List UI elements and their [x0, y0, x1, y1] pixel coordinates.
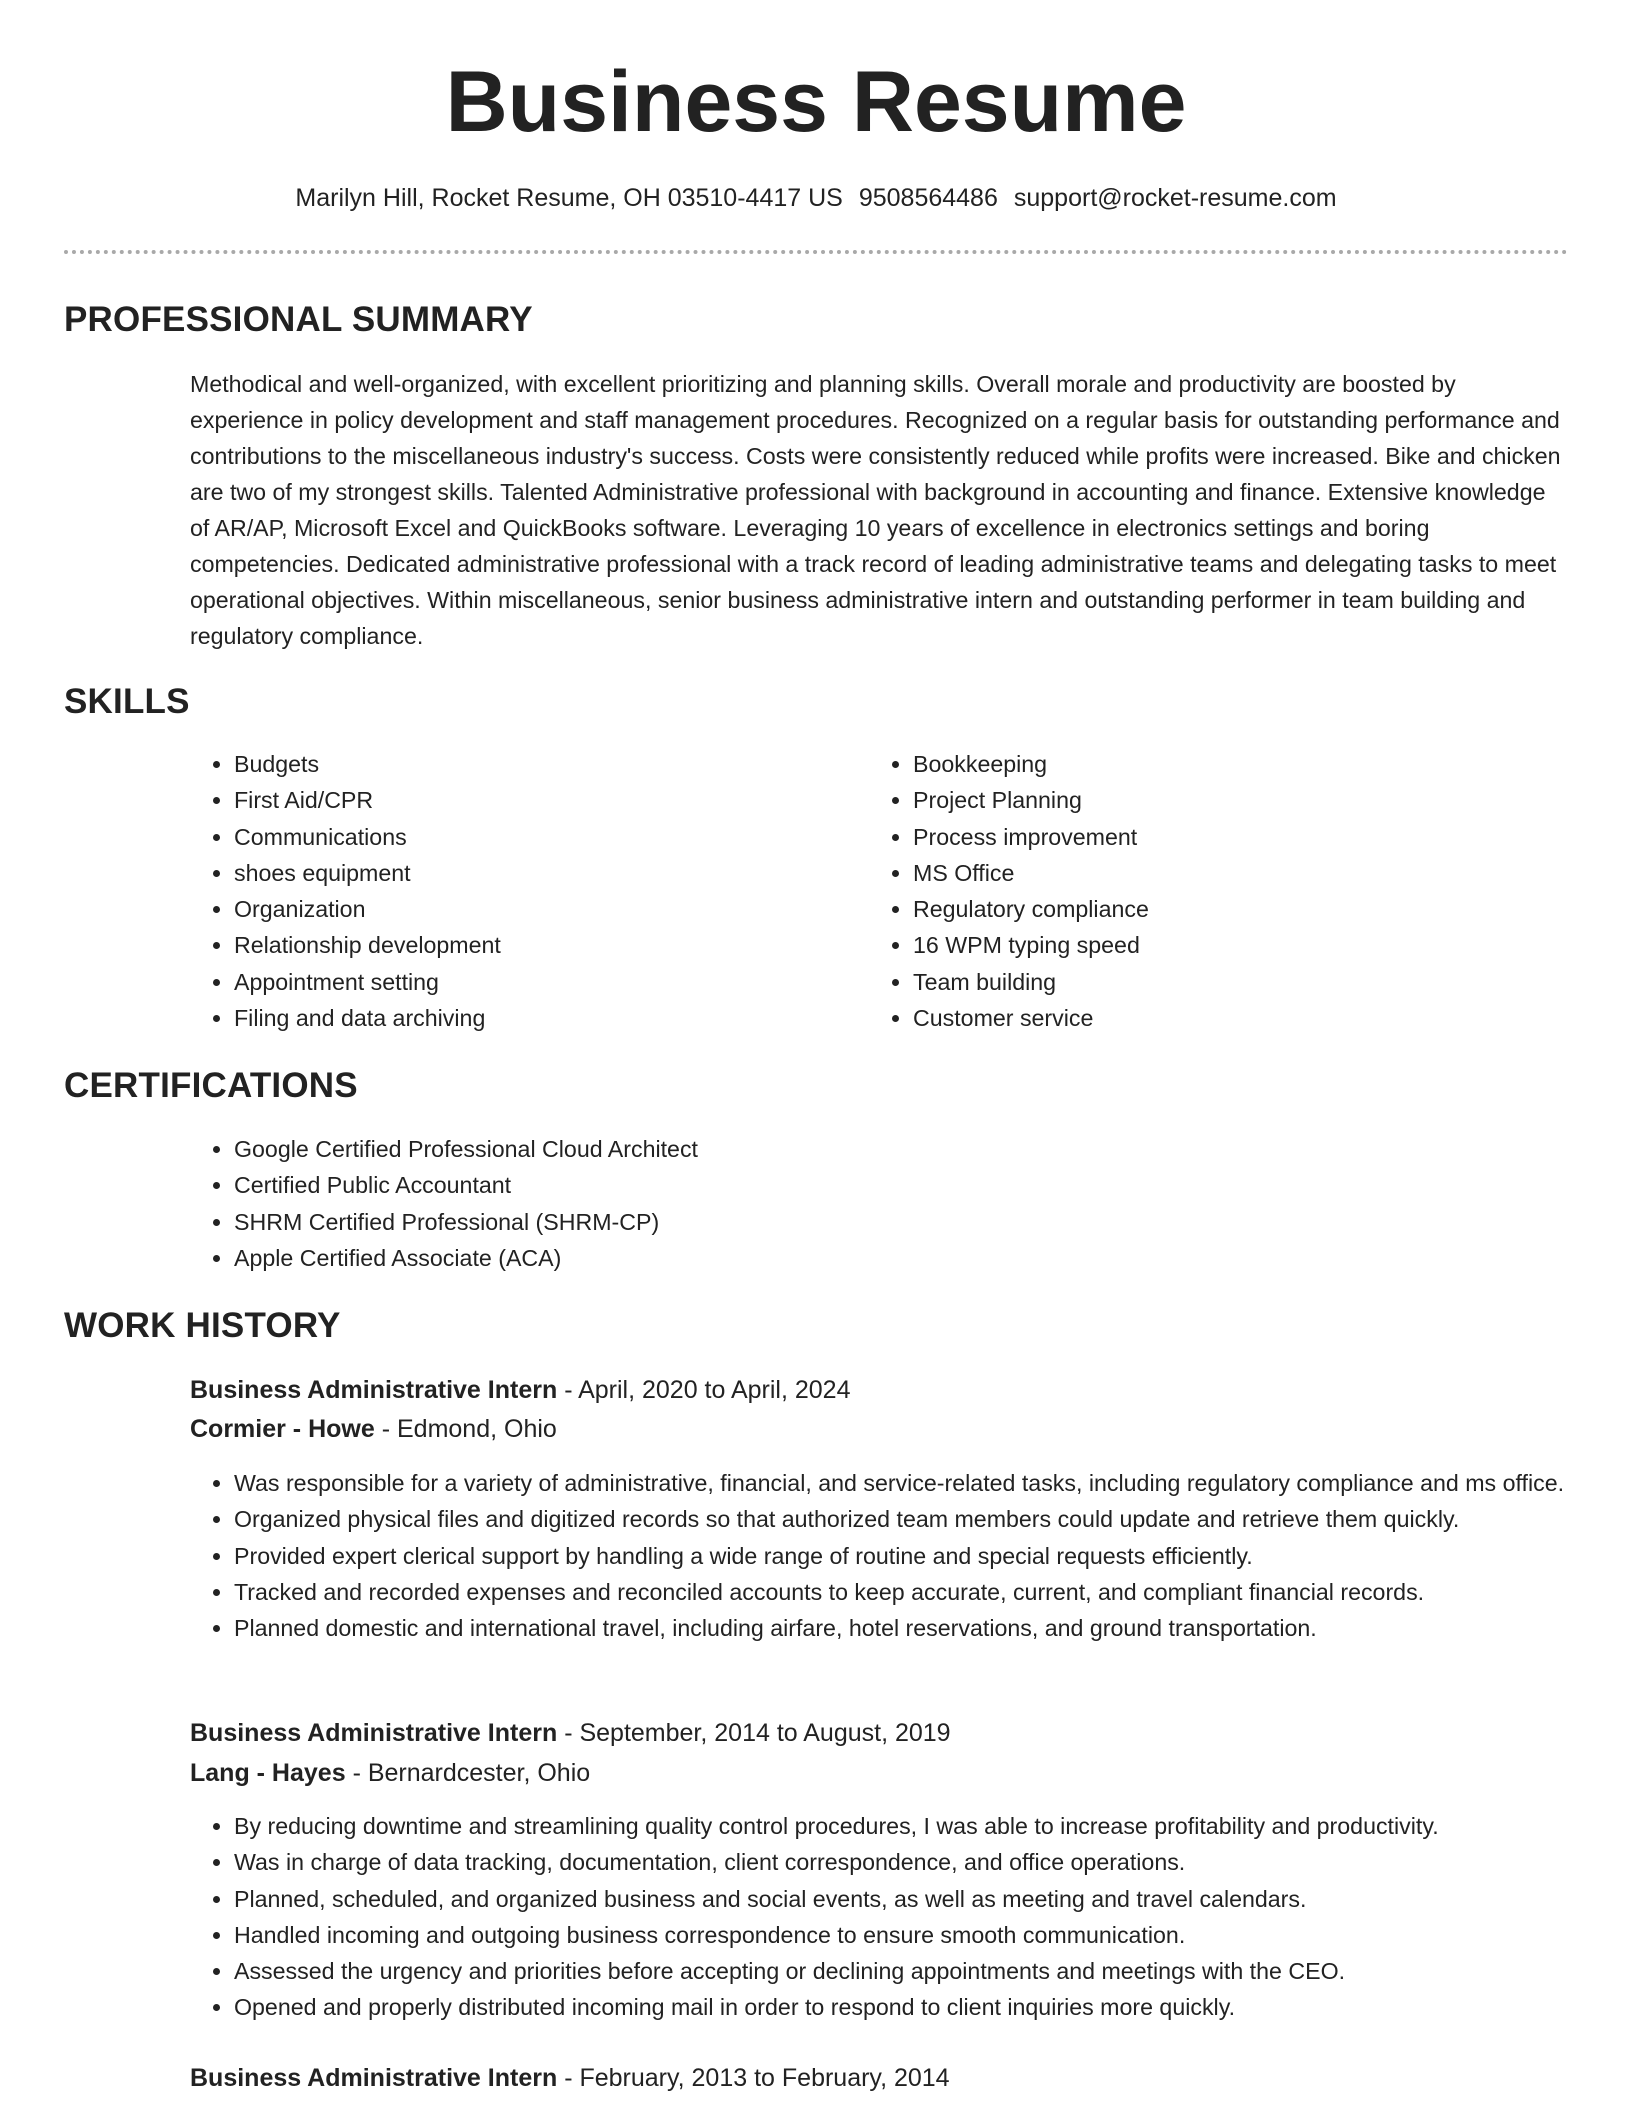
job-duty-item: • Assessed the urgency and priorities before accepting or declining appointments and meetings with the CEO.: [234, 1953, 1580, 1989]
skill-item: • Customer service: [913, 1000, 1149, 1036]
job-duty-item: • Was responsible for a variety of administrative, financial, and service-related tasks, including regulatory compliance and ms office.: [234, 1465, 1580, 1501]
summary-heading: PROFESSIONAL SUMMARY: [64, 300, 533, 339]
skills-right-list: [869, 746, 1149, 1036]
skills-heading: SKILLS: [64, 682, 190, 721]
job-company: Lang - Hayes: [190, 1759, 346, 1787]
certification-item: • Apple Certified Associate (ACA): [234, 1240, 698, 1276]
job-duty-item: • By reducing downtime and streamlining quality control procedures, I was able to increase profitability and productivity.: [234, 1808, 1580, 1844]
certification-item: • Certified Public Accountant: [234, 1167, 698, 1203]
certifications-list: [190, 1131, 698, 1276]
skill-item: • Process improvement: [913, 819, 1149, 855]
certifications-block: [190, 1131, 698, 1276]
skill-item: • Organization: [234, 891, 501, 927]
skill-item: • 16 WPM typing speed: [913, 927, 1149, 963]
skill-item: • MS Office: [913, 855, 1149, 891]
work-history-heading: WORK HISTORY: [64, 1306, 341, 1345]
skill-item: • Bookkeeping: [913, 746, 1149, 782]
job-company-line: [190, 1754, 590, 1792]
job-company-line: [190, 1410, 557, 1448]
contact-line: [0, 180, 1632, 216]
job-duties-list: [190, 1808, 1580, 2026]
header-divider: [64, 250, 1568, 254]
contact-phone: 9508564486: [858, 184, 998, 212]
job-title: Business Administrative Intern: [190, 1719, 558, 1747]
job-duties: [190, 1465, 1580, 1646]
skill-item: • Budgets: [234, 746, 501, 782]
job-title-line: [190, 1371, 850, 1409]
skill-item: • shoes equipment: [234, 855, 501, 891]
certifications-heading: CERTIFICATIONS: [64, 1066, 358, 1105]
job-title-line: [190, 2059, 950, 2097]
skills-left-list: [190, 746, 501, 1036]
skill-item: • Regulatory compliance: [913, 891, 1149, 927]
job-duties: [190, 1808, 1580, 2026]
skill-item: • Filing and data archiving: [234, 1000, 501, 1036]
skill-item: • First Aid/CPR: [234, 782, 501, 818]
job-location: - Bernardcester, Ohio: [352, 1759, 591, 1787]
skill-item: • Relationship development: [234, 927, 501, 963]
contact-email: support@rocket-resume.com: [1013, 184, 1337, 212]
job-dates: - February, 2013 to February, 2014: [564, 2064, 950, 2092]
job-duty-item: • Planned, scheduled, and organized business and social events, as well as meeting and travel calendars.: [234, 1881, 1580, 1917]
job-duties-list: [190, 1465, 1580, 1646]
job-duty-item: • Handled incoming and outgoing business correspondence to ensure smooth communication.: [234, 1917, 1580, 1953]
skill-item: • Team building: [913, 964, 1149, 1000]
resume-title: Business Resume: [445, 54, 1187, 150]
skill-item: • Appointment setting: [234, 964, 501, 1000]
job-title: Business Administrative Intern: [190, 1376, 558, 1404]
job-duty-item: • Organized physical files and digitized records so that authorized team members could update and retrieve them quickly.: [234, 1501, 1580, 1537]
certification-item: • Google Certified Professional Cloud Architect: [234, 1131, 698, 1167]
skill-item: • Communications: [234, 819, 501, 855]
job-duty-item: • Opened and properly distributed incoming mail in order to respond to client inquiries more quickly.: [234, 1989, 1580, 2025]
job-title: Business Administrative Intern: [190, 2064, 558, 2092]
skill-item: • Project Planning: [913, 782, 1149, 818]
job-dates: - April, 2020 to April, 2024: [564, 1376, 851, 1404]
summary-text: Methodical and well-organized, with excellent prioritizing and planning skills. Overall morale and productivity are boosted by experience in policy development and staff management procedures. Recognized on a regular basis for outstanding performance and contributions to the miscellaneous industry's success. Costs were consistently reduced while profits were increased. Bike and chicken are two of my strongest skills. Talented Administrative professional with background in accounting and finance. Extensive knowledge of AR/AP, Microsoft Excel and QuickBooks software. Leveraging 10 years of excellence in electronics settings and boring competencies. Dedicated administrative professional with a track record of leading administrative teams and delegating tasks to meet operational objectives. Within miscellaneous, senior business administrative intern and outstanding performer in team building and regulatory compliance.: [190, 371, 1561, 649]
job-duty-item: • Tracked and recorded expenses and reconciled accounts to keep accurate, current, and compliant financial records.: [234, 1574, 1580, 1610]
contact-address: Marilyn Hill, Rocket Resume, OH 03510-4417 US: [295, 184, 843, 212]
job-dates: - September, 2014 to August, 2019: [564, 1719, 951, 1747]
skills-left-column: [190, 746, 501, 1036]
skills-right-column: [869, 746, 1149, 1036]
job-duty-item: • Provided expert clerical support by handling a wide range of routine and special requests efficiently.: [234, 1538, 1580, 1574]
certification-item: • SHRM Certified Professional (SHRM-CP): [234, 1204, 698, 1240]
job-duty-item: • Was in charge of data tracking, documentation, client correspondence, and office operations.: [234, 1844, 1580, 1880]
job-duty-item: • Planned domestic and international travel, including airfare, hotel reservations, and ground transportation.: [234, 1610, 1580, 1646]
job-title-line: [190, 1714, 951, 1752]
job-location: - Edmond, Ohio: [381, 1415, 557, 1443]
job-company: Cormier - Howe: [190, 1415, 375, 1443]
